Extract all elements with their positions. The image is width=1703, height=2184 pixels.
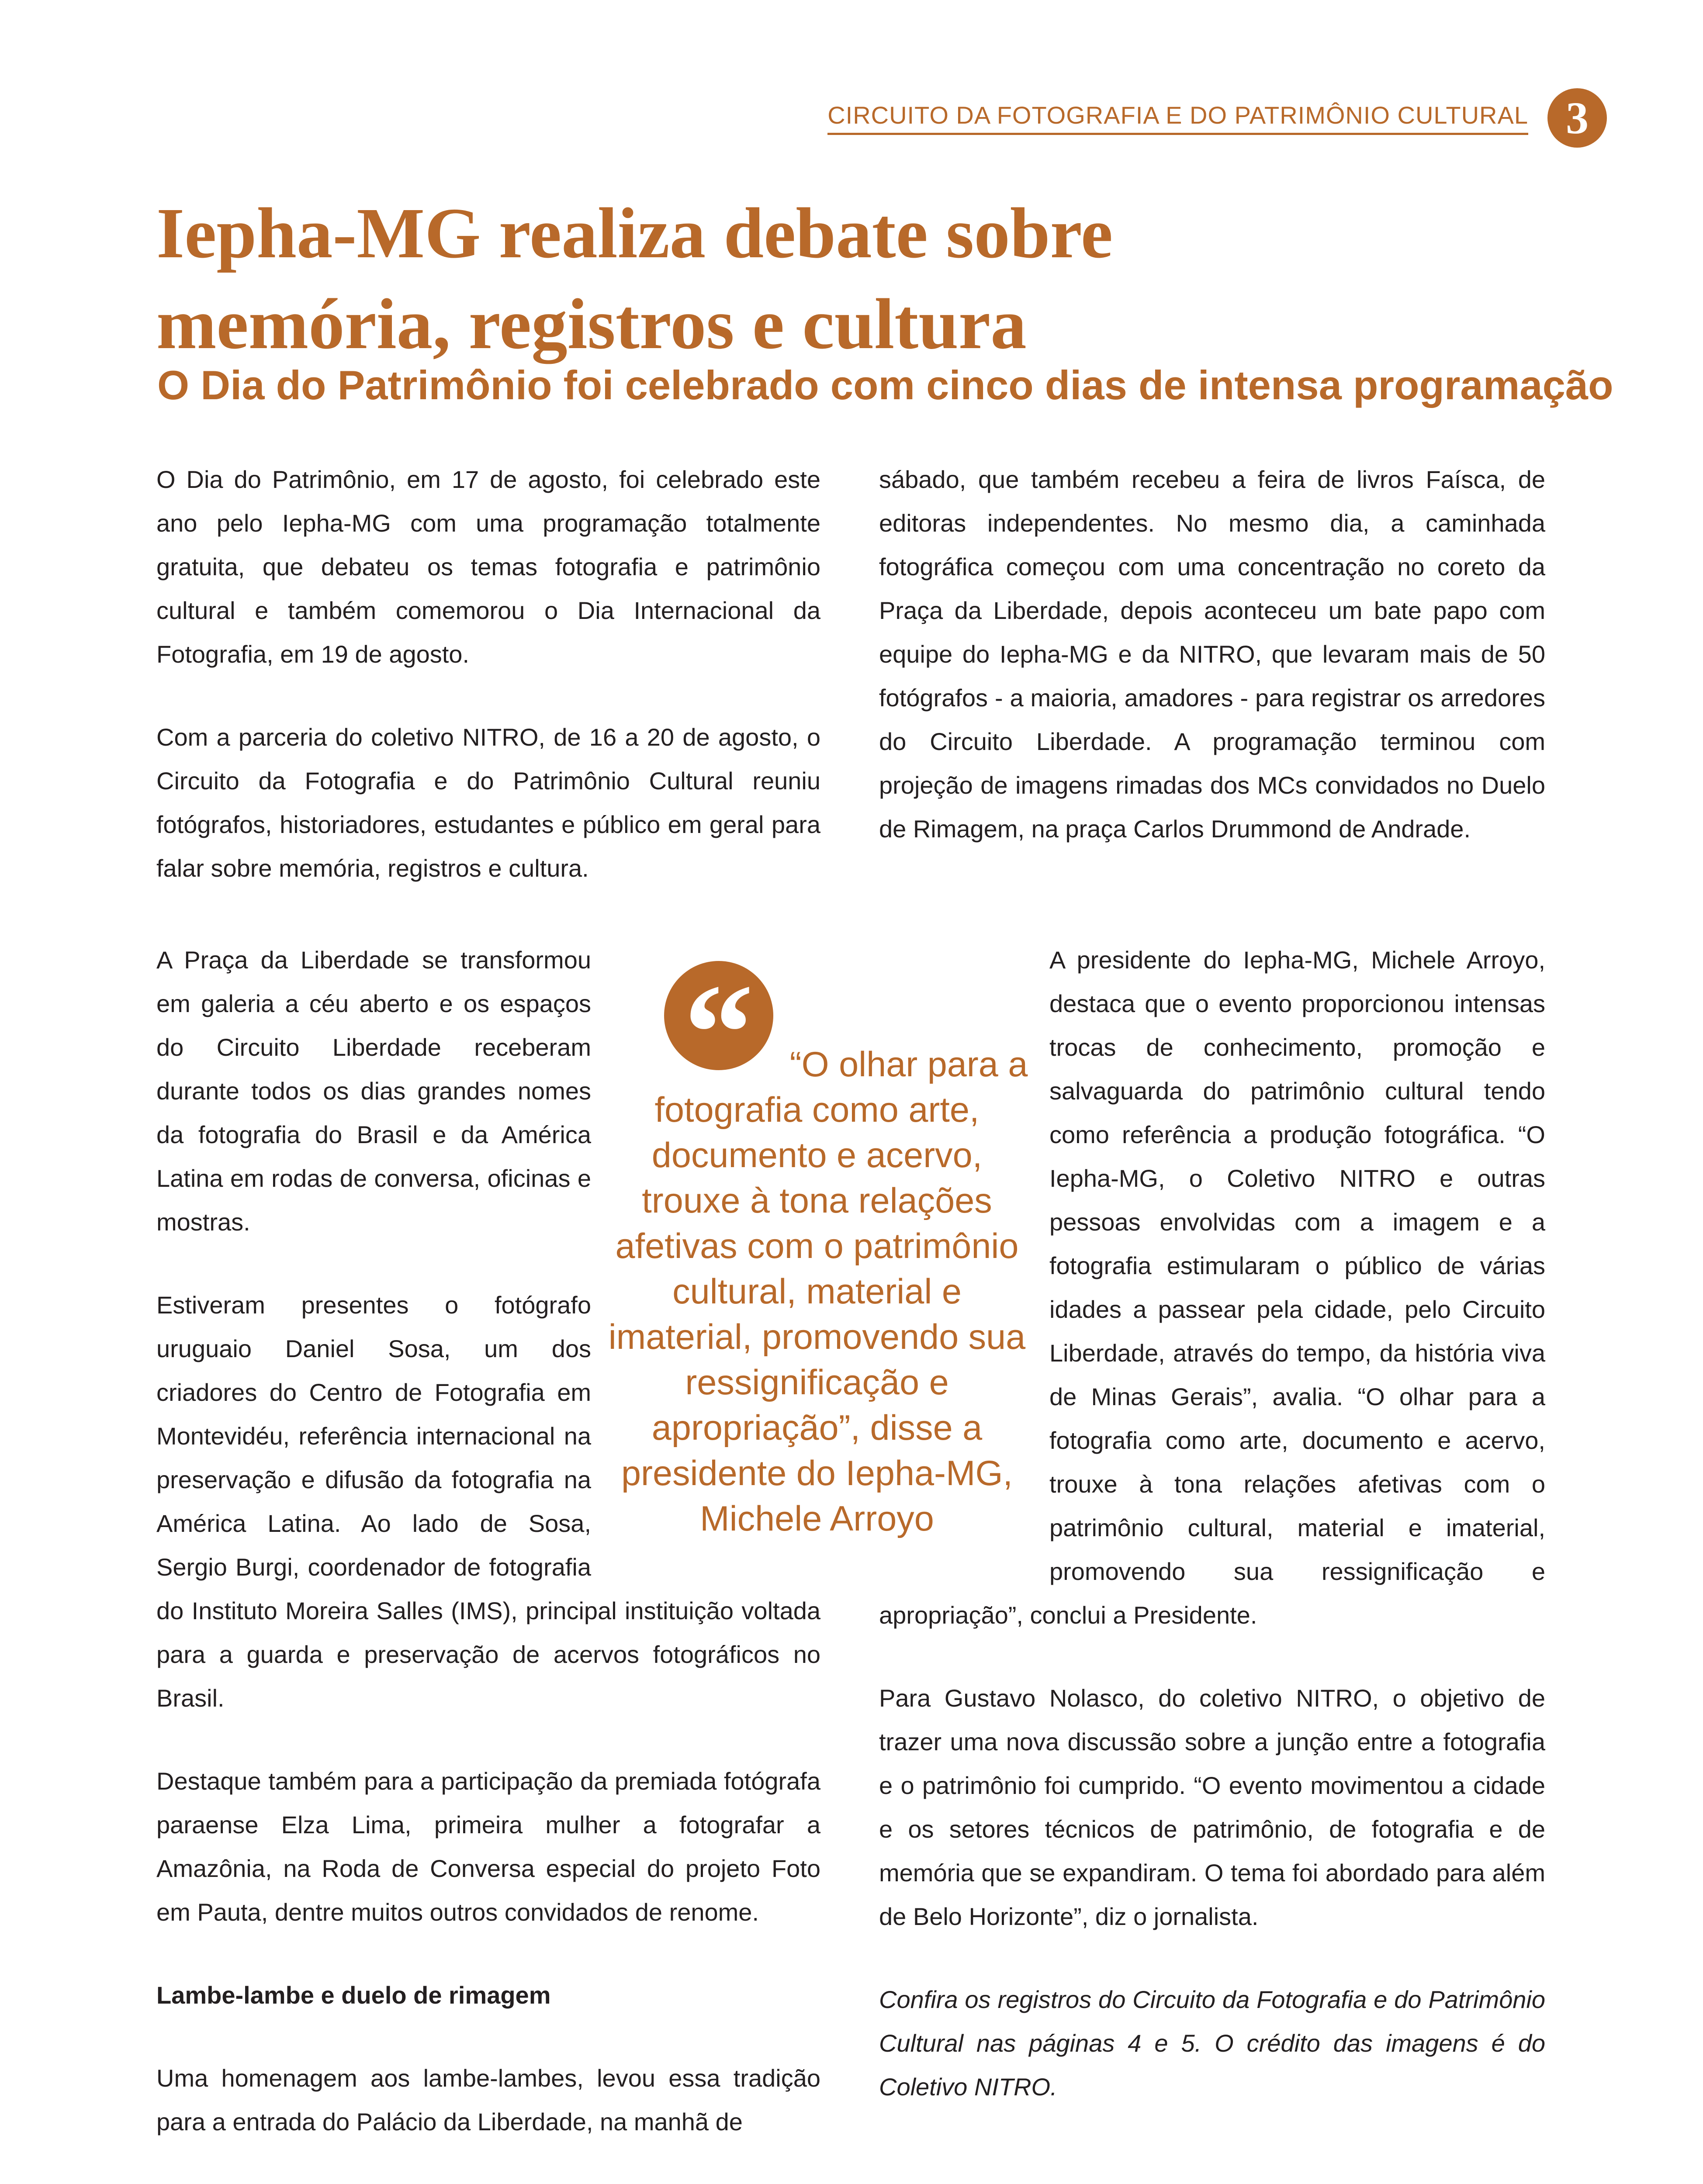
pull-quote-text: “O olhar para a fotografia como arte, documento e acervo, trouxe à tona relações afetivas com o patrimônio cultural, material e imaterial, promovendo sua ressignificação e apropriação”, disse a presidente do Iepha-MG, Michele Arroyo [608,1045,1028,1538]
paragraph: Estiveram presentes o fotógrafo uruguaio Daniel Sosa, um dos criadores do Centro de Fotografia em Montevidéu, referência internacional na preservação e difusão da fotografia na América Latina. Ao lado de Sosa, Sergio Burgi, coordenador de fotografia do Instituto Moreira Salles (IMS), principal instituição voltada para a guarda e preservação de acervos fotográficos no Brasil. [156,1291,820,1712]
column-left-top [156,458,820,890]
page-number-badge: 3 [1547,88,1607,148]
quote-mark-icon: “ [664,961,773,1070]
paragraph: Para Gustavo Nolasco, do coletivo NITRO, o objetivo de trazer uma nova discussão sobre a junção entre a fotografia e o patrimônio foi cumprido. “O evento movimentou a cidade e os setores técnicos de patrimônio, de fotografia e de memória que se expandiram. O tema foi abordado para além de Belo Horizonte”, diz o jornalista. [879,1684,1545,1930]
photo-credits: Confira os registros do Circuito da Fotografia e do Patrimônio Cultural nas páginas 4 e 5. O crédito das imagens é do Coletivo NITRO. [879,1986,1545,2101]
running-header [827,87,1607,149]
subsection-heading: Lambe-lambe e duelo de rimagem [156,1981,551,2009]
headline-line-2: memória, registros e cultura [156,284,1027,364]
pull-quote [603,956,1031,1564]
paragraph: A Praça da Liberdade se transformou em galeria a céu aberto e os espaços do Circuito Liberdade receberam durante todos os dias grandes nomes da fotografia do Brasil e da América Latina em rodas de conversa, oficinas e mostras. [156,946,591,1236]
paragraph: Destaque também para a participação da premiada fotógrafa paraense Elza Lima, primeira mulher a fotografar a Amazônia, na Roda de Conversa especial do projeto Foto em Pauta, dentre muitos outros convidados de renome. [156,1767,820,1926]
column-right-top [879,458,1545,851]
paragraph: sábado, que também recebeu a feira de livros Faísca, de editoras independentes. No mesmo dia, a caminhada fotográfica começou com uma concentração no coreto da Praça da Liberdade, depois aconteceu um bate papo com equipe do Iepha-MG e da NITRO, que levaram mais de 50 fotógrafos - a maioria, amadores - para registrar os arredores do Circuito Liberdade. A programação terminou com projeção de imagens rimadas dos MCs convidados no Duelo de Rimagem, na praça Carlos Drummond de Andrade. [879,466,1545,843]
subheadline: O Dia do Patrimônio foi celebrado com cinco dias de intensa programação [157,362,1613,408]
headline-line-1: Iepha-MG realiza debate sobre [156,193,1113,273]
paragraph: Uma homenagem aos lambe-lambes, levou essa tradição para a entrada do Palácio da Liberdade, na manhã de [156,2064,820,2136]
paragraph: O Dia do Patrimônio, em 17 de agosto, foi celebrado este ano pelo Iepha-MG com uma programação totalmente gratuita, que debateu os temas fotografia e patrimônio cultural e também comemorou o Dia Internacional da Fotografia, em 19 de agosto. [156,466,820,668]
paragraph: A presidente do Iepha-MG, Michele Arroyo, destaca que o evento proporcionou intensas trocas de conhecimento, promoção e salvaguarda do patrimônio cultural tendo como referência a produção fotográfica. “O Iepha-MG, o Coletivo NITRO e outras pessoas envolvidas com a imagem e a fotografia estimularam o público de várias idades a passear pela cidade, pelo Circuito Liberdade, através do tempo, da história viva de Minas Gerais”, avalia. “O olhar para a fotografia como arte, documento e acervo, trouxe à tona relações afetivas com o patrimônio cultural, material e imaterial, promovendo sua ressignificação e apropriação”, conclui a Presidente. [879,946,1545,1629]
section-title: CIRCUITO DA FOTOGRAFIA E DO PATRIMÔNIO CULTURAL [827,101,1528,135]
paragraph: Com a parceria do coletivo NITRO, de 16 a 20 de agosto, o Circuito da Fotografia e do Patrimônio Cultural reuniu fotógrafos, historiadores, estudantes e público em geral para falar sobre memória, registros e cultura. [156,723,820,882]
headline [156,188,1554,370]
